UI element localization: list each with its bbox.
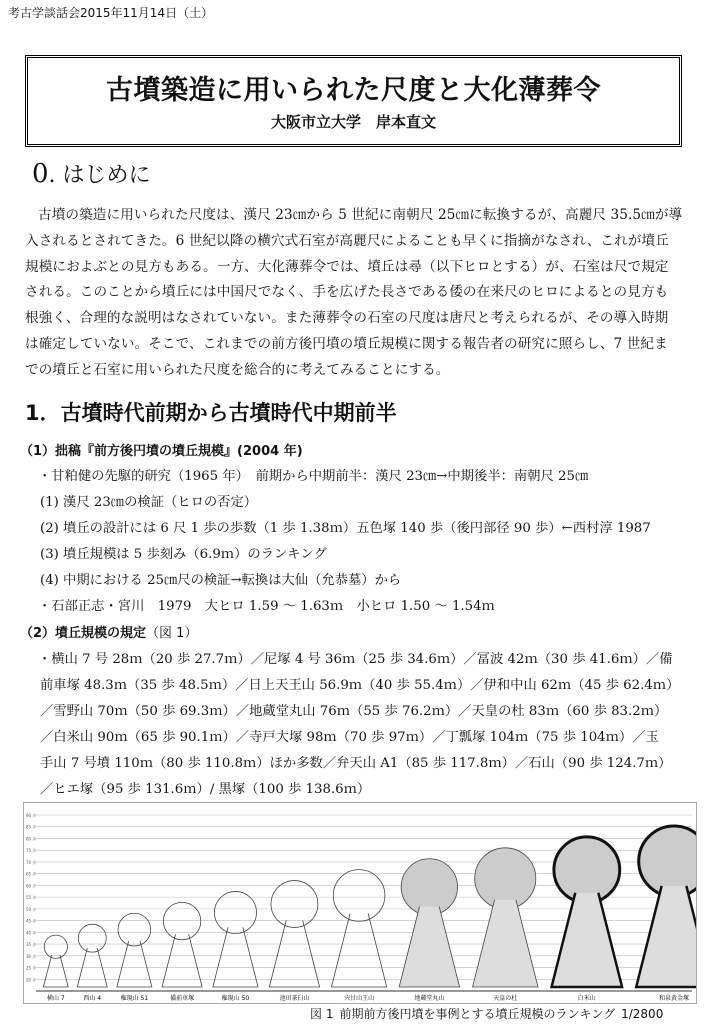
figure-reference: （図 1） bbox=[146, 626, 198, 641]
sub1-line: ・甘粕健の先駆的研究（1965 年） 前期から中期前半：漢尺 23㎝→中期後半：南朝尺 25㎝ bbox=[38, 469, 589, 484]
scale-label: 60 歩 bbox=[26, 883, 37, 889]
mound-label: 備前車塚 bbox=[170, 995, 195, 1002]
mound-label: 権現山 50 bbox=[221, 995, 250, 1002]
scale-label: 90 歩 bbox=[26, 813, 37, 818]
sub1-line: (4) 中期における 25㎝尺の検証→転換は大仙（允恭墓）から bbox=[40, 573, 402, 588]
section-0-title: . はじめに bbox=[48, 163, 151, 188]
ranking-line: ／ヒエ塚（95 歩 131.6ｍ）/ 黒塚（100 歩 138.6ｍ） bbox=[40, 782, 371, 797]
scale-label: 20 歩 bbox=[26, 977, 37, 983]
subsection-1-heading: （1）拙稿『前方後円墳の墳丘規模』(2004 年) bbox=[20, 444, 303, 459]
figure-caption bbox=[310, 1005, 669, 1022]
ranking-line: ／白米山 90ｍ（65 歩 90.1ｍ）／寺戸大塚 98ｍ（70 歩 97ｍ）／丁瓢塚 104ｍ（75 歩 104ｍ）／玉 bbox=[40, 730, 659, 745]
scale-label: 65 歩 bbox=[26, 871, 37, 877]
intro-line: 入されるとされてきた。6 世紀以降の横穴式石室が高麗尺によることも早くに指摘がなされ、これが墳丘 bbox=[25, 232, 669, 249]
ranking-line: ・横山 7 号 28ｍ（20 歩 27.7ｍ）／尼塚 4 号 36ｍ（25 歩 34.6ｍ）／冨波 42ｍ（30 歩 41.6ｍ）／備 bbox=[38, 652, 673, 667]
mound-label: 宍甘山王山 bbox=[344, 995, 375, 1002]
title-box bbox=[25, 55, 682, 147]
caption-scale: 1/2800 bbox=[621, 1007, 664, 1021]
mound-ranking-figure bbox=[24, 803, 696, 1003]
intro-line: 根強く、合理的な説明はなされていない。また薄葬令の石室の尺度は唐尺と考えられるが、その導入時期 bbox=[25, 310, 669, 327]
sub1-line: (1) 漢尺 23㎝の検証（ヒロの否定） bbox=[40, 495, 258, 510]
mound-plan bbox=[117, 913, 152, 987]
intro-line: 規模におよぶとの見方もある。一方、大化薄葬令では、墳丘は尋（以下ヒロとする）が、石室は尺で規定 bbox=[25, 258, 669, 275]
mound-plan bbox=[331, 870, 386, 987]
scale-label: 85 歩 bbox=[26, 824, 37, 830]
intro-line: される。このことから墳丘には中国尺でなく、手を広げた長さである倭の在来尺のヒロによるとの見方も bbox=[25, 284, 669, 301]
scale-label: 45 歩 bbox=[26, 918, 37, 924]
figure-1 bbox=[23, 802, 697, 1004]
sub1-line: (3) 墳丘規模は 5 歩刻み（6.9ｍ）のランキング bbox=[40, 547, 327, 562]
mound-plan bbox=[473, 848, 538, 987]
scale-label: 55 歩 bbox=[26, 895, 37, 901]
scale-label: 80 歩 bbox=[26, 836, 37, 842]
paper-title: 古墳築造に用いられた尺度と大化薄葬令 bbox=[106, 75, 601, 106]
intro-paragraph bbox=[25, 203, 705, 384]
scale-label: 70 歩 bbox=[26, 859, 37, 865]
meeting-header: 考古学談話会2015年11月14日（土） bbox=[8, 6, 214, 20]
ranking-line: 手山 7 号墳 110ｍ（80 歩 110.8ｍ）ほか多数／弁天山 A1（85 歩 117.8ｍ）／石山（90 歩 124.7ｍ） bbox=[40, 756, 672, 771]
subsection-2-heading bbox=[20, 622, 197, 641]
author: 大阪市立大学 岸本直文 bbox=[270, 113, 436, 131]
mound-plan bbox=[213, 891, 258, 987]
caption-text: 前期前方後円墳を事例とする墳丘規模のランキング bbox=[339, 1007, 616, 1021]
mound-label: 白米山 bbox=[577, 995, 596, 1002]
intro-line: 古墳の築造に用いられた尺度は、漢尺 23㎝から 5 世紀に南朝尺 25㎝に転換するが、高麗尺 35.5㎝が導 bbox=[38, 207, 683, 223]
scale-label: 35 歩 bbox=[26, 942, 37, 948]
section-1-heading: 1．古墳時代前期から古墳時代中期前半 bbox=[25, 401, 397, 425]
intro-line: は確定していない。そこで、これまでの前方後円墳の墳丘規模に関する報告者の研究に照らし、7 世紀ま bbox=[25, 335, 668, 352]
ranking-line: ／雪野山 70ｍ（50 歩 69.3ｍ）／地蔵堂丸山 76ｍ（55 歩 76.2ｍ）／天皇の杜 83ｍ（60 歩 83.2ｍ） bbox=[40, 704, 668, 719]
sub1-line: ・石部正志・宮川 1979 大ヒロ 1.59 ～ 1.63ｍ 小ヒロ 1.50 ～ 1.54ｍ bbox=[38, 599, 495, 614]
sub1-line: (2) 墳丘の設計には 6 尺 1 歩の歩数（1 歩 1.38ｍ）五色塚 140 歩（後円部径 90 歩）←西村淳 1987 bbox=[40, 521, 651, 536]
mound-label: 地蔵堂丸山 bbox=[414, 995, 445, 1002]
ranking-list bbox=[40, 647, 704, 803]
caption-figure-number: 図 1 bbox=[310, 1007, 334, 1021]
mound-label: 天皇の杜 bbox=[493, 995, 518, 1002]
mound-plan bbox=[552, 837, 623, 987]
mound-label: 池田茶臼山 bbox=[279, 995, 310, 1002]
scale-label: 40 歩 bbox=[26, 930, 37, 936]
mound-plan bbox=[162, 902, 202, 987]
mound-label: 和泉黄金塚 bbox=[658, 995, 690, 1002]
scale-label: 30 歩 bbox=[26, 953, 37, 959]
mound-plan bbox=[636, 826, 696, 987]
intro-line: での墳丘と石室に用いられた尺度を総合的に考えてみることにする。 bbox=[25, 361, 450, 378]
mound-plan bbox=[269, 881, 319, 987]
mound-label: 権現山 51 bbox=[120, 995, 149, 1002]
section-0-heading bbox=[32, 158, 151, 189]
scale-label: 50 歩 bbox=[26, 906, 37, 912]
scale-label: 25 歩 bbox=[26, 965, 37, 971]
ranking-line: 前車塚 48.3ｍ（35 歩 48.5ｍ）／日上天王山 56.9ｍ（40 歩 55.4ｍ）／伊和中山 62ｍ（45 歩 62.4ｍ） bbox=[40, 678, 680, 693]
mound-label: 横山 7 bbox=[46, 995, 65, 1002]
mound-label: 西山 4 bbox=[83, 995, 102, 1002]
section-0-number: 0 bbox=[32, 159, 49, 189]
subsection-2-label: （2）墳丘規模の規定 bbox=[20, 626, 147, 641]
mound-plan bbox=[399, 859, 459, 987]
scale-label: 75 歩 bbox=[26, 848, 37, 854]
